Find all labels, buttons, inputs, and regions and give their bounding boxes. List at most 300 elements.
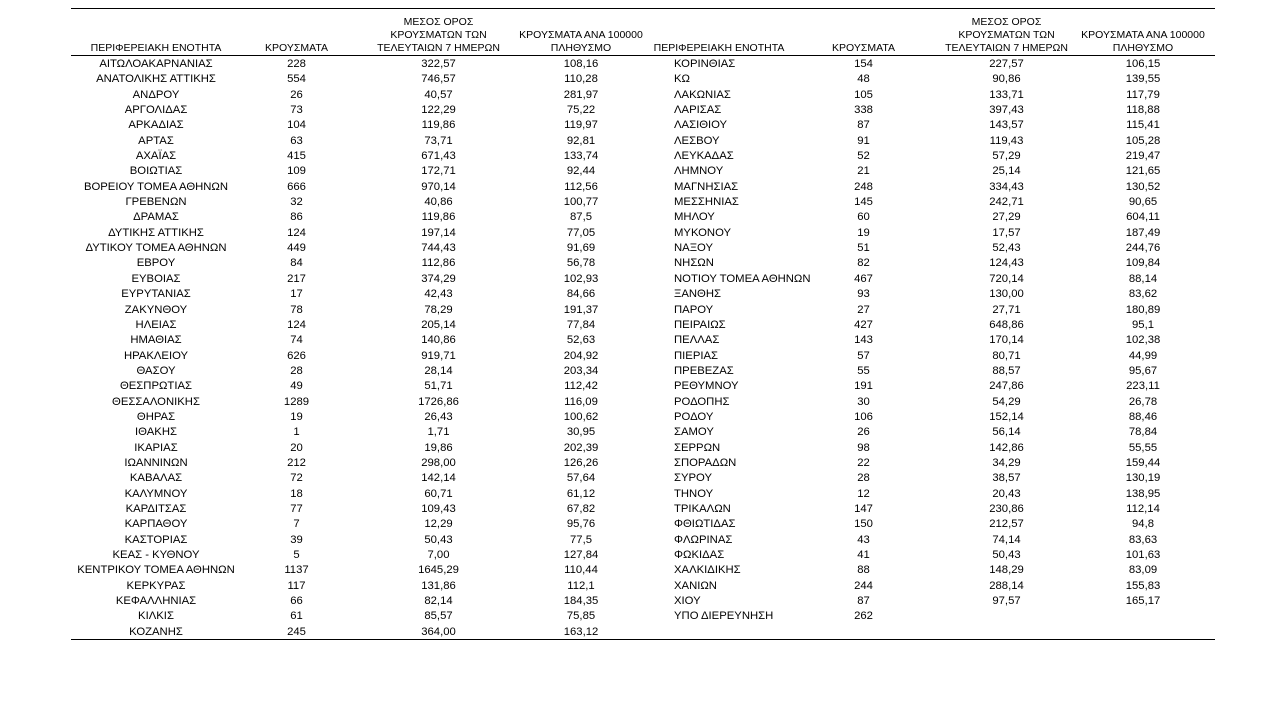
cell-avg7: 1,71 bbox=[427, 426, 450, 439]
cell-per100k: 92,81 bbox=[566, 134, 596, 147]
table-row bbox=[71, 441, 1215, 456]
cell-cases: 1289 bbox=[283, 395, 310, 408]
cell-region: ΧΑΝΙΩΝ bbox=[674, 579, 717, 592]
table-row bbox=[71, 548, 1215, 563]
table-row bbox=[71, 517, 1215, 532]
cell-cases: 30 bbox=[857, 395, 870, 408]
cell-avg7: 7,00 bbox=[427, 549, 450, 561]
cell-region: ΚΙΛΚΙΣ bbox=[138, 610, 174, 623]
table-row bbox=[71, 164, 1215, 179]
cell-cases: 104 bbox=[287, 119, 306, 132]
header-per100k-right: ΚΡΟΥΣΜΑΤΑ ΑΝΑ 100000 ΠΛΗΘΥΣΜΟ bbox=[1081, 29, 1205, 54]
cell-per100k: 91,69 bbox=[566, 242, 596, 255]
cell-region: ΦΛΩΡΙΝΑΣ bbox=[674, 533, 733, 546]
cell-region: ΣΠΟΡΑΔΩΝ bbox=[674, 456, 737, 469]
cell-region: ΣΑΜΟΥ bbox=[674, 426, 714, 439]
cell-cases: 105 bbox=[854, 88, 873, 101]
cell-region: ΧΑΛΚΙΔΙΚΗΣ bbox=[674, 564, 741, 577]
cell-region: ΛΗΜΝΟΥ bbox=[674, 165, 724, 178]
cell-region: ΜΗΛΟΥ bbox=[674, 211, 715, 224]
cell-cases: 49 bbox=[290, 380, 303, 393]
cell-avg7: 746,57 bbox=[421, 73, 456, 86]
cell-per100k: 203,34 bbox=[563, 364, 599, 377]
cell-cases: 74 bbox=[290, 334, 303, 347]
cell-avg7: 1726,86 bbox=[418, 395, 459, 408]
cell-region: ΤΗΝΟΥ bbox=[674, 487, 714, 500]
cell-cases: 248 bbox=[854, 180, 873, 193]
cell-cases: 19 bbox=[290, 410, 303, 423]
cell-region: ΑΡΓΟΛΙΔΑΣ bbox=[124, 104, 188, 117]
cell-region: ΦΘΙΩΤΙΔΑΣ bbox=[674, 518, 736, 531]
cell-per100k: 26,78 bbox=[1128, 395, 1158, 408]
cell-cases: 415 bbox=[287, 150, 306, 163]
cell-avg7: 119,86 bbox=[421, 119, 456, 132]
cell-cases: 467 bbox=[854, 272, 873, 285]
cell-avg7: 374,29 bbox=[421, 272, 456, 285]
cell-per100k: 61,12 bbox=[566, 487, 596, 500]
cell-avg7: 142,86 bbox=[989, 441, 1024, 454]
cell-region: ΚΕΦΑΛΛΗΝΙΑΣ bbox=[115, 595, 197, 608]
header-avg7-left: ΜΕΣΟΣ ΟΡΟΣ ΚΡΟΥΣΜΑΤΩΝ ΤΩΝ ΤΕΛΕΥΤΑΙΩΝ 7 ΗΜΕΡΩΝ bbox=[377, 16, 500, 54]
table-row bbox=[71, 625, 1215, 640]
cell-avg7: 28,14 bbox=[424, 364, 453, 377]
cell-cases: 427 bbox=[854, 318, 873, 331]
cell-cases: 217 bbox=[287, 272, 306, 285]
cell-avg7: 397,43 bbox=[989, 104, 1024, 117]
table-bottom-rule bbox=[71, 639, 1215, 640]
cell-avg7: 51,71 bbox=[424, 380, 453, 393]
cell-avg7: 170,14 bbox=[989, 334, 1024, 347]
cell-cases: 28 bbox=[290, 364, 303, 377]
table-row bbox=[71, 594, 1215, 609]
table-row bbox=[71, 272, 1215, 287]
table-row bbox=[71, 333, 1215, 348]
cell-cases: 98 bbox=[857, 441, 870, 454]
cell-cases: 20 bbox=[290, 441, 303, 454]
cell-region: ΑΝΔΡΟΥ bbox=[132, 88, 180, 101]
table-row bbox=[71, 210, 1215, 225]
table-row bbox=[71, 563, 1215, 578]
table-row bbox=[71, 456, 1215, 471]
cell-cases: 117 bbox=[287, 579, 306, 592]
cell-per100k: 119,97 bbox=[564, 119, 598, 132]
cell-per100k: 202,39 bbox=[563, 441, 599, 454]
cell-region: ΥΠΟ ΔΙΕΡΕΥΝΗΣΗ bbox=[674, 610, 774, 623]
cell-region: ΠΙΕΡΙΑΣ bbox=[674, 349, 719, 362]
cell-region: ΚΕΑΣ - ΚΥΘΝΟΥ bbox=[112, 549, 200, 561]
cell-cases: 106 bbox=[854, 410, 873, 423]
cell-per100k: 117,79 bbox=[1126, 88, 1160, 101]
cell-cases: 52 bbox=[857, 150, 870, 163]
cell-per100k: 106,15 bbox=[1125, 58, 1161, 70]
table-row bbox=[71, 579, 1215, 594]
cell-region: ΚΑΡΠΑΘΟΥ bbox=[124, 518, 188, 531]
cell-per100k: 55,55 bbox=[1128, 441, 1158, 454]
cell-cases: 82 bbox=[857, 257, 870, 270]
cell-region: ΛΑΚΩΝΙΑΣ bbox=[674, 88, 731, 101]
cell-cases: 145 bbox=[854, 196, 873, 209]
cell-per100k: 108,16 bbox=[563, 58, 599, 70]
cell-cases: 26 bbox=[857, 426, 870, 439]
cell-region: ΚΩ bbox=[674, 73, 690, 86]
cell-region: ΦΩΚΙΔΑΣ bbox=[674, 549, 725, 561]
cell-per100k: 95,76 bbox=[566, 518, 596, 531]
cell-avg7: 90,86 bbox=[992, 73, 1021, 86]
cell-avg7: 85,57 bbox=[424, 610, 453, 623]
cell-avg7: 42,43 bbox=[424, 288, 453, 301]
cell-cases: 66 bbox=[290, 595, 303, 608]
cell-region: ΖΑΚΥΝΘΟΥ bbox=[124, 303, 188, 316]
cell-cases: 28 bbox=[857, 472, 870, 485]
table-row bbox=[71, 364, 1215, 379]
cell-cases: 212 bbox=[287, 456, 306, 469]
cell-avg7: 88,57 bbox=[992, 364, 1021, 377]
cell-avg7: 27,29 bbox=[992, 211, 1021, 224]
table-row bbox=[71, 609, 1215, 624]
cell-region: ΠΕΛΛΑΣ bbox=[674, 334, 720, 347]
cell-cases: 7 bbox=[293, 518, 300, 531]
cell-avg7: 74,14 bbox=[992, 533, 1021, 546]
table-top-rule bbox=[71, 8, 1215, 9]
cell-cases: 93 bbox=[857, 288, 870, 301]
cell-avg7: 140,86 bbox=[421, 334, 456, 347]
table-row bbox=[71, 487, 1215, 502]
cell-region: ΝΟΤΙΟΥ ΤΟΜΕΑ ΑΘΗΝΩΝ bbox=[674, 272, 811, 285]
cell-cases: 124 bbox=[287, 226, 306, 239]
table-row bbox=[71, 256, 1215, 271]
cell-per100k: 112,14 bbox=[1126, 502, 1160, 515]
cell-avg7: 50,43 bbox=[424, 533, 453, 546]
cell-avg7: 230,86 bbox=[989, 502, 1024, 515]
header-per100k-left: ΚΡΟΥΣΜΑΤΑ ΑΝΑ 100000 ΠΛΗΘΥΣΜΟ bbox=[519, 29, 643, 54]
cell-per100k: 88,14 bbox=[1128, 272, 1158, 285]
cell-region: ΡΕΘΥΜΝΟΥ bbox=[674, 380, 739, 393]
cell-region: ΔΡΑΜΑΣ bbox=[133, 211, 179, 224]
cell-avg7: 148,29 bbox=[989, 564, 1024, 577]
header-cases-right: ΚΡΟΥΣΜΑΤΑ bbox=[832, 42, 895, 54]
cell-cases: 88 bbox=[857, 564, 870, 577]
cell-per100k: 75,85 bbox=[566, 610, 596, 623]
cell-avg7: 27,71 bbox=[992, 303, 1021, 316]
cell-per100k: 100,62 bbox=[563, 410, 599, 423]
cell-per100k: 155,83 bbox=[1125, 579, 1161, 592]
cell-avg7: 109,43 bbox=[421, 502, 456, 515]
cell-per100k: 244,76 bbox=[1125, 242, 1161, 255]
cell-per100k: 184,35 bbox=[563, 595, 599, 608]
cell-per100k: 112,56 bbox=[564, 180, 598, 193]
cell-avg7: 970,14 bbox=[421, 180, 456, 193]
cell-avg7: 60,71 bbox=[424, 487, 453, 500]
cell-cases: 245 bbox=[287, 625, 306, 638]
cell-per100k: 83,09 bbox=[1128, 564, 1158, 577]
cell-region: ΛΑΣΙΘΙΟΥ bbox=[674, 119, 728, 132]
table-row bbox=[71, 226, 1215, 241]
cell-region: ΗΛΕΙΑΣ bbox=[135, 318, 177, 331]
cell-avg7: 78,29 bbox=[424, 303, 453, 316]
cell-region: ΛΕΥΚΑΔΑΣ bbox=[674, 150, 734, 163]
cell-per100k: 281,97 bbox=[563, 88, 599, 101]
cell-cases: 147 bbox=[854, 502, 873, 515]
cell-region: ΝΑΞΟΥ bbox=[674, 242, 713, 255]
cell-region: ΡΟΔΟΥ bbox=[674, 410, 714, 423]
table-row bbox=[71, 72, 1215, 87]
cell-cases: 27 bbox=[857, 303, 870, 316]
cell-region: ΚΟΡΙΝΘΙΑΣ bbox=[674, 58, 736, 70]
cell-avg7: 50,43 bbox=[992, 549, 1021, 561]
table-row bbox=[71, 195, 1215, 210]
table-row bbox=[71, 379, 1215, 394]
cell-avg7: 19,86 bbox=[424, 441, 453, 454]
cell-region: ΑΡΚΑΔΙΑΣ bbox=[128, 119, 184, 132]
cell-cases: 63 bbox=[290, 134, 303, 147]
cell-cases: 57 bbox=[857, 349, 870, 362]
cell-avg7: 648,86 bbox=[989, 318, 1024, 331]
cell-cases: 5 bbox=[293, 549, 300, 561]
cell-cases: 191 bbox=[854, 380, 873, 393]
cell-region: ΘΑΣΟΥ bbox=[136, 364, 176, 377]
cell-region: ΠΑΡΟΥ bbox=[674, 303, 714, 316]
cell-per100k: 95,1 bbox=[1132, 318, 1154, 331]
cell-region: ΛΑΡΙΣΑΣ bbox=[674, 104, 722, 117]
cell-region: ΝΗΣΩΝ bbox=[674, 257, 714, 270]
table-row bbox=[71, 103, 1215, 118]
cell-avg7: 919,71 bbox=[421, 349, 456, 362]
cell-cases: 91 bbox=[857, 134, 870, 147]
cell-per100k: 75,22 bbox=[566, 104, 596, 117]
cell-avg7: 54,29 bbox=[992, 395, 1021, 408]
cell-per100k: 44,99 bbox=[1128, 349, 1158, 362]
cell-avg7: 227,57 bbox=[989, 58, 1024, 70]
cell-region: ΧΙΟΥ bbox=[674, 595, 701, 608]
cell-per100k: 130,19 bbox=[1125, 472, 1161, 485]
cell-per100k: 109,84 bbox=[1125, 257, 1161, 270]
cell-avg7: 242,71 bbox=[989, 196, 1024, 209]
cell-region: ΜΕΣΣΗΝΙΑΣ bbox=[674, 196, 739, 209]
cell-region: ΒΟΡΕΙΟΥ ΤΟΜΕΑ ΑΘΗΝΩΝ bbox=[83, 180, 229, 193]
cell-per100k: 118,88 bbox=[1126, 104, 1160, 117]
cell-avg7: 152,14 bbox=[989, 410, 1024, 423]
cell-per100k: 57,64 bbox=[566, 472, 596, 485]
cell-region: ΣΥΡΟΥ bbox=[674, 472, 713, 485]
cell-cases: 55 bbox=[857, 364, 870, 377]
cell-per100k: 83,63 bbox=[1128, 533, 1158, 546]
cell-cases: 48 bbox=[857, 73, 870, 86]
cell-avg7: 52,43 bbox=[992, 242, 1021, 255]
cell-cases: 72 bbox=[290, 472, 303, 485]
cell-cases: 22 bbox=[857, 456, 870, 469]
cell-region: ΑΝΑΤΟΛΙΚΗΣ ΑΤΤΙΚΗΣ bbox=[96, 73, 216, 86]
cell-per100k: 219,47 bbox=[1125, 150, 1161, 163]
cell-avg7: 124,43 bbox=[989, 257, 1024, 270]
cell-per100k: 102,38 bbox=[1125, 334, 1161, 347]
cell-avg7: 143,57 bbox=[989, 119, 1024, 132]
cell-per100k: 102,93 bbox=[563, 272, 599, 285]
table-row bbox=[71, 318, 1215, 333]
cell-per100k: 67,82 bbox=[566, 502, 596, 515]
cell-region: ΙΘΑΚΗΣ bbox=[135, 426, 177, 439]
table-row bbox=[71, 88, 1215, 103]
table-row bbox=[71, 118, 1215, 133]
header-cases-left: ΚΡΟΥΣΜΑΤΑ bbox=[265, 42, 328, 54]
cell-cases: 32 bbox=[290, 196, 303, 209]
cell-region: ΚΕΡΚΥΡΑΣ bbox=[126, 579, 186, 592]
cell-cases: 87 bbox=[857, 119, 870, 132]
cell-per100k: 127,84 bbox=[563, 549, 599, 561]
cell-region: ΘΗΡΑΣ bbox=[136, 410, 176, 423]
cell-per100k: 139,55 bbox=[1125, 73, 1161, 86]
cell-per100k: 115,41 bbox=[1126, 119, 1160, 132]
cell-per100k: 110,28 bbox=[564, 73, 598, 86]
cell-per100k: 87,5 bbox=[570, 211, 592, 224]
cell-avg7: 133,71 bbox=[989, 88, 1024, 101]
cell-region: ΤΡΙΚΑΛΩΝ bbox=[674, 502, 731, 515]
table-row bbox=[71, 287, 1215, 302]
cell-region: ΠΕΙΡΑΙΩΣ bbox=[674, 318, 726, 331]
cell-region: ΚΑΣΤΟΡΙΑΣ bbox=[124, 533, 188, 546]
cell-per100k: 165,17 bbox=[1125, 595, 1161, 608]
cell-cases: 666 bbox=[287, 180, 306, 193]
cell-region: ΛΕΣΒΟΥ bbox=[674, 134, 720, 147]
cell-avg7: 298,00 bbox=[421, 456, 456, 469]
table-row bbox=[71, 395, 1215, 410]
cell-cases: 228 bbox=[287, 58, 306, 70]
cell-avg7: 119,43 bbox=[989, 134, 1024, 147]
cell-avg7: 80,71 bbox=[992, 349, 1021, 362]
cell-per100k: 112,1 bbox=[567, 579, 595, 592]
cell-region: ΗΡΑΚΛΕΙΟΥ bbox=[123, 349, 189, 362]
cell-per100k: 94,8 bbox=[1132, 518, 1154, 531]
cell-per100k: 77,84 bbox=[566, 318, 596, 331]
table-row bbox=[71, 241, 1215, 256]
cell-per100k: 138,95 bbox=[1125, 487, 1161, 500]
cell-region: ΚΑΒΑΛΑΣ bbox=[129, 472, 183, 485]
cell-region: ΡΟΔΟΠΗΣ bbox=[674, 395, 730, 408]
cell-per100k: 163,12 bbox=[563, 625, 599, 638]
cell-per100k: 77,05 bbox=[566, 226, 596, 239]
table-body bbox=[71, 57, 1215, 640]
cell-cases: 262 bbox=[854, 610, 873, 623]
cell-avg7: 142,14 bbox=[421, 472, 456, 485]
header-region-right: ΠΕΡΙΦΕΡΕΙΑΚΗ ΕΝΟΤΗΤΑ bbox=[653, 42, 785, 54]
cell-per100k: 52,63 bbox=[566, 334, 596, 347]
cell-per100k: 180,89 bbox=[1125, 303, 1161, 316]
cell-per100k: 30,95 bbox=[566, 426, 596, 439]
cell-per100k: 121,65 bbox=[1125, 165, 1161, 178]
cell-cases: 39 bbox=[290, 533, 303, 546]
cell-region: ΘΕΣΣΑΛΟΝΙΚΗΣ bbox=[112, 395, 200, 408]
cell-avg7: 119,86 bbox=[421, 211, 456, 224]
table-row bbox=[71, 349, 1215, 364]
cell-cases: 12 bbox=[857, 487, 870, 500]
cell-cases: 41 bbox=[857, 549, 870, 561]
cell-cases: 109 bbox=[287, 165, 306, 178]
cell-cases: 84 bbox=[290, 257, 303, 270]
table-row bbox=[71, 502, 1215, 517]
cell-per100k: 133,74 bbox=[563, 150, 599, 163]
cell-per100k: 90,65 bbox=[1128, 196, 1158, 209]
cell-avg7: 20,43 bbox=[992, 487, 1021, 500]
cell-region: ΘΕΣΠΡΩΤΙΑΣ bbox=[119, 380, 192, 393]
cell-region: ΑΡΤΑΣ bbox=[138, 134, 174, 147]
cell-cases: 150 bbox=[854, 518, 873, 531]
cell-per100k: 83,62 bbox=[1128, 288, 1158, 301]
cell-per100k: 110,44 bbox=[564, 564, 598, 577]
table-row bbox=[71, 425, 1215, 440]
cell-avg7: 12,29 bbox=[424, 518, 453, 531]
cell-per100k: 84,66 bbox=[566, 288, 596, 301]
cell-per100k: 100,77 bbox=[563, 196, 599, 209]
cell-cases: 78 bbox=[290, 303, 303, 316]
cell-region: ΓΡΕΒΕΝΩΝ bbox=[125, 196, 187, 209]
cell-per100k: 204,92 bbox=[563, 349, 599, 362]
cell-per100k: 105,28 bbox=[1125, 134, 1161, 147]
cell-avg7: 212,57 bbox=[989, 518, 1024, 531]
cell-avg7: 322,57 bbox=[421, 58, 456, 70]
cell-cases: 73 bbox=[290, 104, 303, 117]
cell-avg7: 288,14 bbox=[989, 579, 1024, 592]
cell-region: ΕΥΡΥΤΑΝΙΑΣ bbox=[121, 288, 191, 301]
cell-avg7: 247,86 bbox=[989, 380, 1024, 393]
cell-avg7: 364,00 bbox=[421, 625, 456, 638]
cell-cases: 554 bbox=[287, 73, 306, 86]
cell-cases: 77 bbox=[290, 502, 303, 515]
cell-cases: 26 bbox=[290, 88, 303, 101]
cell-region: ΕΒΡΟΥ bbox=[136, 257, 176, 270]
cell-avg7: 197,14 bbox=[421, 226, 456, 239]
cell-region: ΚΑΛΥΜΝΟΥ bbox=[124, 487, 188, 500]
cell-region: ΙΩΑΝΝΙΝΩΝ bbox=[124, 456, 188, 469]
cell-region: ΣΕΡΡΩΝ bbox=[674, 441, 721, 454]
cell-cases: 21 bbox=[857, 165, 870, 178]
cell-avg7: 172,71 bbox=[421, 165, 456, 178]
cell-avg7: 56,14 bbox=[992, 426, 1021, 439]
cell-cases: 60 bbox=[857, 211, 870, 224]
cell-avg7: 205,14 bbox=[421, 318, 456, 331]
table-row bbox=[71, 180, 1215, 195]
cell-cases: 626 bbox=[287, 349, 306, 362]
cell-cases: 338 bbox=[854, 104, 873, 117]
cell-cases: 1137 bbox=[284, 564, 309, 577]
table-row bbox=[71, 410, 1215, 425]
cell-per100k: 126,26 bbox=[563, 456, 599, 469]
cell-region: ΜΥΚΟΝΟΥ bbox=[674, 226, 732, 239]
cell-region: ΚΕΝΤΡΙΚΟΥ ΤΟΜΕΑ ΑΘΗΝΩΝ bbox=[77, 564, 235, 577]
cell-cases: 124 bbox=[287, 318, 306, 331]
cell-cases: 43 bbox=[857, 533, 870, 546]
cell-avg7: 744,43 bbox=[421, 242, 456, 255]
cell-per100k: 130,52 bbox=[1125, 180, 1161, 193]
table-row bbox=[71, 303, 1215, 318]
cell-region: ΠΡΕΒΕΖΑΣ bbox=[674, 364, 734, 377]
cell-avg7: 82,14 bbox=[424, 595, 453, 608]
cell-per100k: 78,84 bbox=[1128, 426, 1158, 439]
cell-per100k: 95,67 bbox=[1128, 364, 1158, 377]
cell-avg7: 334,43 bbox=[989, 180, 1024, 193]
cell-avg7: 122,29 bbox=[421, 104, 456, 117]
cell-cases: 18 bbox=[290, 487, 303, 500]
cell-avg7: 40,86 bbox=[424, 196, 453, 209]
cell-avg7: 671,43 bbox=[421, 150, 456, 163]
cell-per100k: 191,37 bbox=[563, 303, 599, 316]
cell-region: ΒΟΙΩΤΙΑΣ bbox=[129, 165, 183, 178]
cell-avg7: 73,71 bbox=[424, 134, 453, 147]
cell-region: ΔΥΤΙΚΟΥ ΤΟΜΕΑ ΑΘΗΝΩΝ bbox=[85, 242, 227, 255]
cell-cases: 143 bbox=[854, 334, 873, 347]
cell-avg7: 34,29 bbox=[992, 456, 1021, 469]
cell-avg7: 38,57 bbox=[992, 472, 1021, 485]
cell-avg7: 112,86 bbox=[421, 257, 456, 270]
cell-per100k: 112,42 bbox=[564, 380, 598, 393]
